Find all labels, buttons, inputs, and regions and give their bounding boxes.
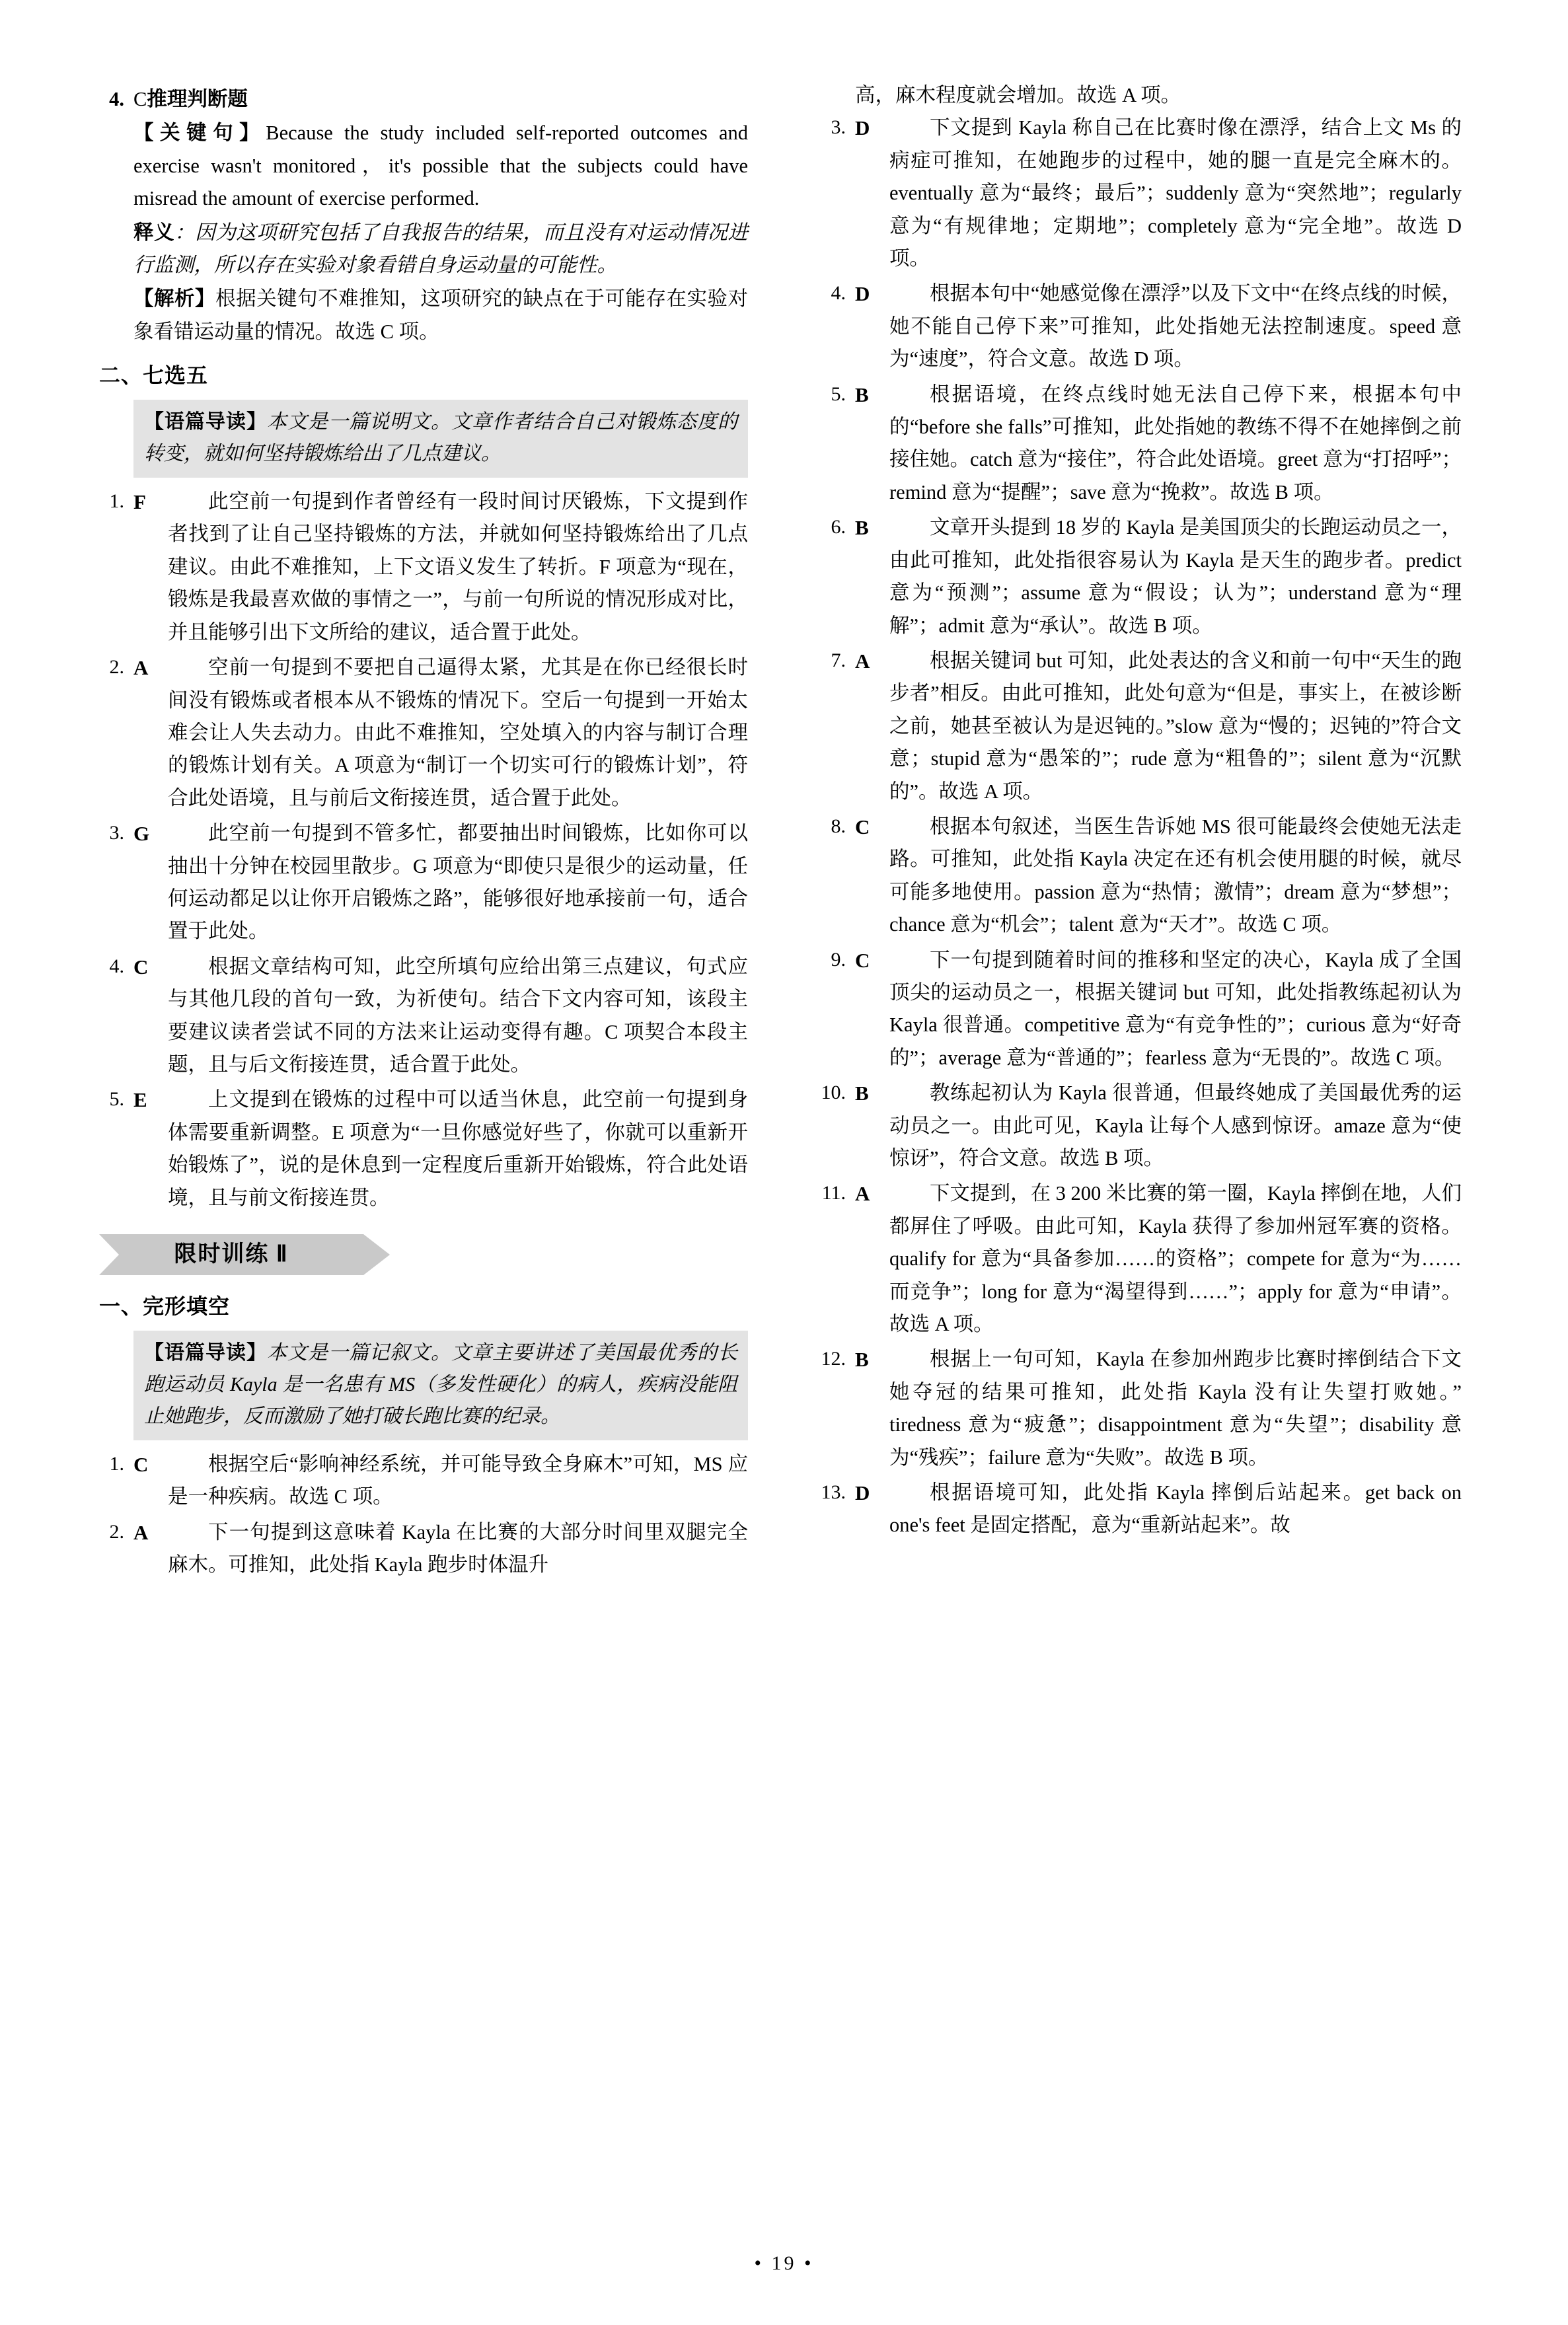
item-answer: C [855,948,870,972]
page-number: • 19 • [754,2252,814,2274]
passage-guide-label-2: 【语篇导读】 [144,1341,267,1364]
item-answer: B [855,383,869,406]
key-sentence-text: Because the study included self-reported outcomes and exercise wasn't monitored，it's possible that the subjects could have misread the amount of exercise performed. [133,122,748,210]
continuation-text: 高，麻木程度就会增加。故选 A 项。 [855,84,1181,106]
item-number: 2. [109,1520,124,1543]
analysis-label: 【解析】 [133,287,216,311]
item-number: 12. [821,1348,846,1370]
passage-guide-box-2 [133,1331,748,1440]
section-one-title: 一、完形填空 [99,1294,231,1319]
item-answer: B [855,1082,869,1105]
item-answer: C [855,815,870,838]
item-answer: D [855,1481,870,1505]
item-answer: F [133,490,146,514]
item-text: 此空前一句提到不管多忙，都要抽出时间锻炼，比如你可以抽出十分钟在校园里散步。G 项意为“即使只是很少的运动量，任何运动都足以让你开启锻炼之路”，能够很好地承接前一句，适合置于此处。 [168,822,748,943]
item-answer: G [133,822,150,846]
left-column [99,79,780,2194]
item-number: 4. [109,955,124,977]
meaning-label: 释义 [133,221,175,244]
item-number: 5. [109,1088,124,1111]
list-item [821,277,1462,375]
list-item [99,486,748,649]
item-text: 教练起初认为 Kayla 很普通，但最终她成了美国最优秀的运动员之一。由此可见，Kayla 让每个人感到惊讶。amaze 意为“使惊讶”，符合文意。故选 B 项。 [889,1082,1462,1169]
item-text: 根据上一句可知，Kayla 在参加州跑步比赛时摔倒结合下文她夺冠的结果可推知，此处指 Kayla 没有让失望打败她。” tiredness 意为“疲惫”；disappointment 意为“失望”；disability 意为“残疾”；failure 意为“失败”。故选 B 项。 [889,1348,1462,1469]
passage-guide-text: 本文是一篇说明文。文章作者结合自己对锻炼态度的转变，就如何坚持锻炼给出了几点建议。 [144,411,737,465]
item-text: 空前一句提到不要把自己逼得太紧，尤其是在你已经很长时间没有锻炼或者根本从不锻炼的情况下。空后一句提到一开始太难会让人失去动力。由此不难推知，空处填入的内容与制订合理的锻炼计划有关。A 项意为“制订一个切实可行的锻炼计划”，符合此处语境，且与前后文衔接连贯，适合置于此处。 [168,656,748,809]
item-text: 根据文章结构可知，此空所填句应给出第三点建议，句式应与其他几段的首句一致，为祈使句。结合下文内容可知，该段主要建议读者尝试不同的方法来让运动变得有趣。C 项契合本段主题，且与后文衔接连贯，适合置于此处。 [168,955,748,1076]
item-number: 3. [109,822,124,844]
section-banner [99,1234,748,1275]
item-text: 下文提到 Kayla 称自己在比赛时像在漂浮，结合上文 Ms 的病症可推知，在她跑步的过程中，她的腿一直是完全麻木的。eventually 意为“最终；最后”；suddenly 意为“突然地”；regularly 意为“有规律地；定期地”；completely 意为“完全地”。故选 D 项。 [889,116,1462,270]
item-number: 13. [821,1481,846,1504]
analysis-text: 根据关键句不难推知，这项研究的缺点在于可能存在实验对象看错运动量的情况。故选 C 项。 [133,287,749,343]
passage-guide-text-2: 本文是一篇记叙文。文章主要讲述了美国最优秀的长跑运动员 Kayla 是一名患有 MS（多发性硬化）的病人，疾病没能阻止她跑步，反而激励了她打破长跑比赛的纪录。 [144,1341,737,1427]
list-item [99,951,748,1082]
list-item [99,1084,748,1214]
item-text: 根据语境，在终点线时她无法自己停下来，根据本句中的“before she falls”可推知，此处指她的教练不得不在她摔倒之前接住她。catch 意为“接住”，符合此处语境。greet 意为“打招呼”；remind 意为“提醒”；save 意为“挽救”。故选 B 项。 [889,383,1462,503]
item-text: 上文提到在锻炼的过程中可以适当休息，此空前一句提到身体需要重新调整。E 项意为“一旦你感觉好些了，你就可以重新开始锻炼了”，说的是休息到一定程度后重新开始锻炼，符合此处语境，且与前文衔接连贯。 [168,1088,748,1209]
item-number: 2. [109,656,124,679]
right-column [781,79,1462,2194]
key-sentence-label: 【关键句】 [133,122,266,145]
item-number: 9. [831,948,846,971]
meaning-text: ：因为这项研究包括了自我报告的结果，而且没有对运动情况进行监测，所以存在实验对象看错自身运动量的可能性。 [133,221,749,277]
item-answer: C [133,955,149,978]
item-answer: A [133,656,149,680]
list-item [821,511,1462,642]
list-item [821,944,1462,1075]
list-item [821,1077,1462,1175]
item-number: 5. [831,383,846,405]
item-answer: B [855,516,869,540]
section-two-title: 二、七选五 [99,363,209,388]
item-text: 下文提到，在 3 200 米比赛的第一圈，Kayla 摔倒在地，人们都屏住了呼吸。由此可知，Kayla 获得了参加州冠军赛的资格。qualify for 意为“具备参加……的资格”；compete for 意为“为……而竞争”；long for 意为“渴望得到……”；apply for 意为“申请”。故选 A 项。 [889,1182,1462,1336]
item-text: 此空前一句提到作者曾经有一段时间讨厌锻炼，下文提到作者找到了让自己坚持锻炼的方法，并就如何坚持锻炼给出了几点建议。由此不难推知，上下文语义发生了转折。F 项意为“现在，锻炼是我最喜欢做的事情之一”，与前一句所说的情况形成对比，并且能够引出下文所给的建议，适合置于此处。 [168,490,748,644]
question-number: 4. [109,88,124,110]
item-answer: D [855,282,870,306]
list-item [821,379,1462,509]
item-number: 7. [831,649,846,671]
item-number: 6. [831,516,846,538]
list-item [99,1516,748,1582]
list-item [821,811,1462,941]
banner-arrow [363,1234,390,1275]
question-heading [99,83,748,116]
item-number: 10. [821,1082,846,1104]
list-item [99,1448,748,1514]
item-text: 根据本句叙述，当医生告诉她 MS 很可能最终会使她无法走路。可推知，此处指 Kayla 决定在还有机会使用腿的时候，就尽可能多地使用。passion 意为“热情；激情”；dream 意为“梦想”；chance 意为“机会”；talent 意为“天才”。故选 C 项。 [889,815,1462,936]
item-answer: A [133,1520,149,1544]
item-text: 下一句提到这意味着 Kayla 在比赛的大部分时间里双腿完全麻木。可推知，此处指 Kayla 跑步时体温升 [168,1520,748,1576]
item-answer: E [133,1088,147,1112]
item-number: 3. [831,116,846,139]
item-number: 1. [109,1452,124,1475]
key-sentence-block [133,117,748,348]
two-column-layout [99,79,1469,2194]
passage-guide-label: 【语篇导读】 [144,411,267,433]
item-answer: A [855,1182,870,1206]
list-item [821,1343,1462,1474]
item-number: 1. [109,490,124,513]
list-item [821,1477,1462,1542]
item-answer: A [855,649,870,673]
item-text: 根据本句中“她感觉像在漂浮”以及下文中“在终点线的时候，她不能自己停下来”可推知，此处指她无法控制速度。speed 意为“速度”，符合文意。故选 D 项。 [889,282,1462,371]
question-type-label: 推理判断题 [147,88,248,110]
item-answer: D [855,116,870,140]
list-item [99,651,748,815]
item-number: 8. [831,815,846,837]
item-text: 根据语境可知，此处指 Kayla 摔倒后站起来。get back on one's feet 是固定搭配，意为“重新站起来”。故 [889,1481,1462,1537]
item-text: 文章开头提到 18 岁的 Kayla 是美国顶尖的长跑运动员之一，由此可推知，此处指很容易认为 Kayla 是天生的跑步者。predict 意为“预测”；assume 意为“假设；认为”；understand 意为“理解”；admit 意为“承认”。故选 B 项。 [889,516,1462,637]
item-number: 11. [821,1182,846,1204]
item-text: 根据空后“影响神经系统，并可能导致全身麻木”可知，MS 应是一种疾病。故选 C 项。 [168,1452,748,1508]
banner-notch [99,1234,119,1275]
banner-label: 限时训练 Ⅱ [174,1242,289,1267]
passage-guide-box [133,400,748,478]
banner-bar [99,1234,363,1275]
question-answer: C [133,88,147,110]
list-item [821,112,1462,275]
item-text: 下一句提到随着时间的推移和坚定的决心，Kayla 成了全国顶尖的运动员之一，根据关键词 but 可知，此处指教练起初认为 Kayla 很普通。competitive 意为“有竞争性的”；curious 意为“好奇的”；average 意为“普通的”；fearless 意为“无畏的”。故选 C 项。 [889,948,1462,1069]
item-text: 根据关键词 but 可知，此处表达的含义和前一句中“天生的跑步者”相反。由此可推知，此处句意为“但是，事实上，在被诊断之前，她甚至被认为是迟钝的。”slow 意为“慢的；迟钝的”符合文意；stupid 意为“愚笨的”；rude 意为“粗鲁的”；silent 意为“沉默的”。故选 A 项。 [889,649,1462,803]
list-item [821,645,1462,808]
list-item [99,817,748,948]
item-answer: C [133,1452,149,1476]
item-answer: B [855,1348,869,1372]
list-item [821,1177,1462,1341]
item-number: 4. [831,282,846,305]
